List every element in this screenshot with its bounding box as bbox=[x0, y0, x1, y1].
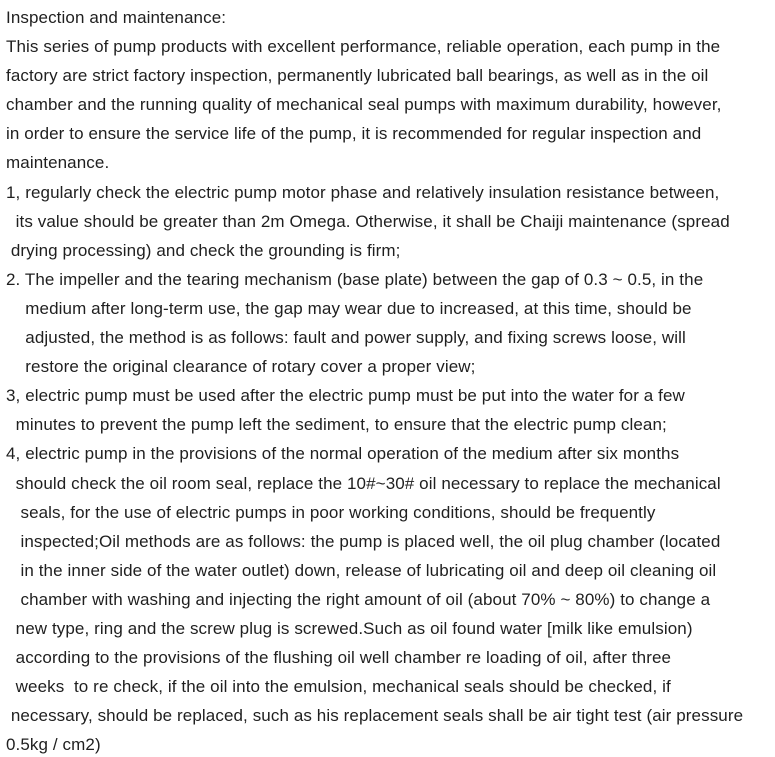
text-line: chamber with washing and injecting the right amount of oil (about 70% ~ 80%) to change a bbox=[6, 589, 711, 609]
text-line: new type, ring and the screw plug is screwed.Such as oil found water [milk like emulsion) bbox=[6, 618, 693, 638]
text-line: 3, electric pump must be used after the electric pump must be put into the water for a few bbox=[6, 386, 685, 406]
text-line: drying processing) and check the grounding is firm; bbox=[6, 240, 401, 260]
text-line: its value should be greater than 2m Omega. Otherwise, it shall be Chaiji maintenance (spread bbox=[6, 211, 730, 231]
text-line: necessary, should be replaced, such as his replacement seals shall be air tight test (air pressure bbox=[6, 706, 744, 726]
text-line: minutes to prevent the pump left the sediment, to ensure that the electric pump clean; bbox=[6, 415, 667, 435]
text-line: medium after long-term use, the gap may wear due to increased, at this time, should be bbox=[6, 298, 692, 318]
text-line: 1, regularly check the electric pump motor phase and relatively insulation resistance between, bbox=[6, 182, 720, 202]
text-line: weeks to re check, if the oil into the emulsion, mechanical seals should be checked, if bbox=[6, 677, 671, 697]
text-line: restore the original clearance of rotary cover a proper view; bbox=[6, 357, 476, 377]
text-line: seals, for the use of electric pumps in poor working conditions, should be frequently bbox=[6, 502, 656, 522]
document-heading: Inspection and maintenance: bbox=[6, 8, 227, 27]
text-line: adjusted, the method is as follows: fault and power supply, and fixing screws loose, will bbox=[6, 328, 686, 348]
text-line: in order to ensure the service life of the pump, it is recommended for regular inspection and bbox=[6, 124, 702, 144]
text-line: 4, electric pump in the provisions of the normal operation of the medium after six months bbox=[6, 444, 680, 464]
text-line: maintenance. bbox=[6, 153, 110, 173]
text-line: This series of pump products with excellent performance, reliable operation, each pump in the bbox=[6, 37, 721, 57]
text-line: inspected;Oil methods are as follows: the pump is placed well, the oil plug chamber (located bbox=[6, 531, 721, 551]
text-line: in the inner side of the water outlet) down, release of lubricating oil and deep oil cleaning oil bbox=[6, 560, 717, 580]
document-body bbox=[6, 32, 775, 757]
text-line: 0.5kg / cm2) bbox=[6, 735, 101, 755]
text-line: according to the provisions of the flushing oil well chamber re loading of oil, after three bbox=[6, 648, 672, 668]
text-line: 2. The impeller and the tearing mechanism (base plate) between the gap of 0.3 ~ 0.5, in the bbox=[6, 269, 704, 289]
text-line: factory are strict factory inspection, permanently lubricated ball bearings, as well as in the oil bbox=[6, 66, 709, 86]
text-line: should check the oil room seal, replace the 10#~30# oil necessary to replace the mechanical bbox=[6, 473, 721, 493]
text-line: chamber and the running quality of mechanical seal pumps with maximum durability, however, bbox=[6, 95, 722, 115]
